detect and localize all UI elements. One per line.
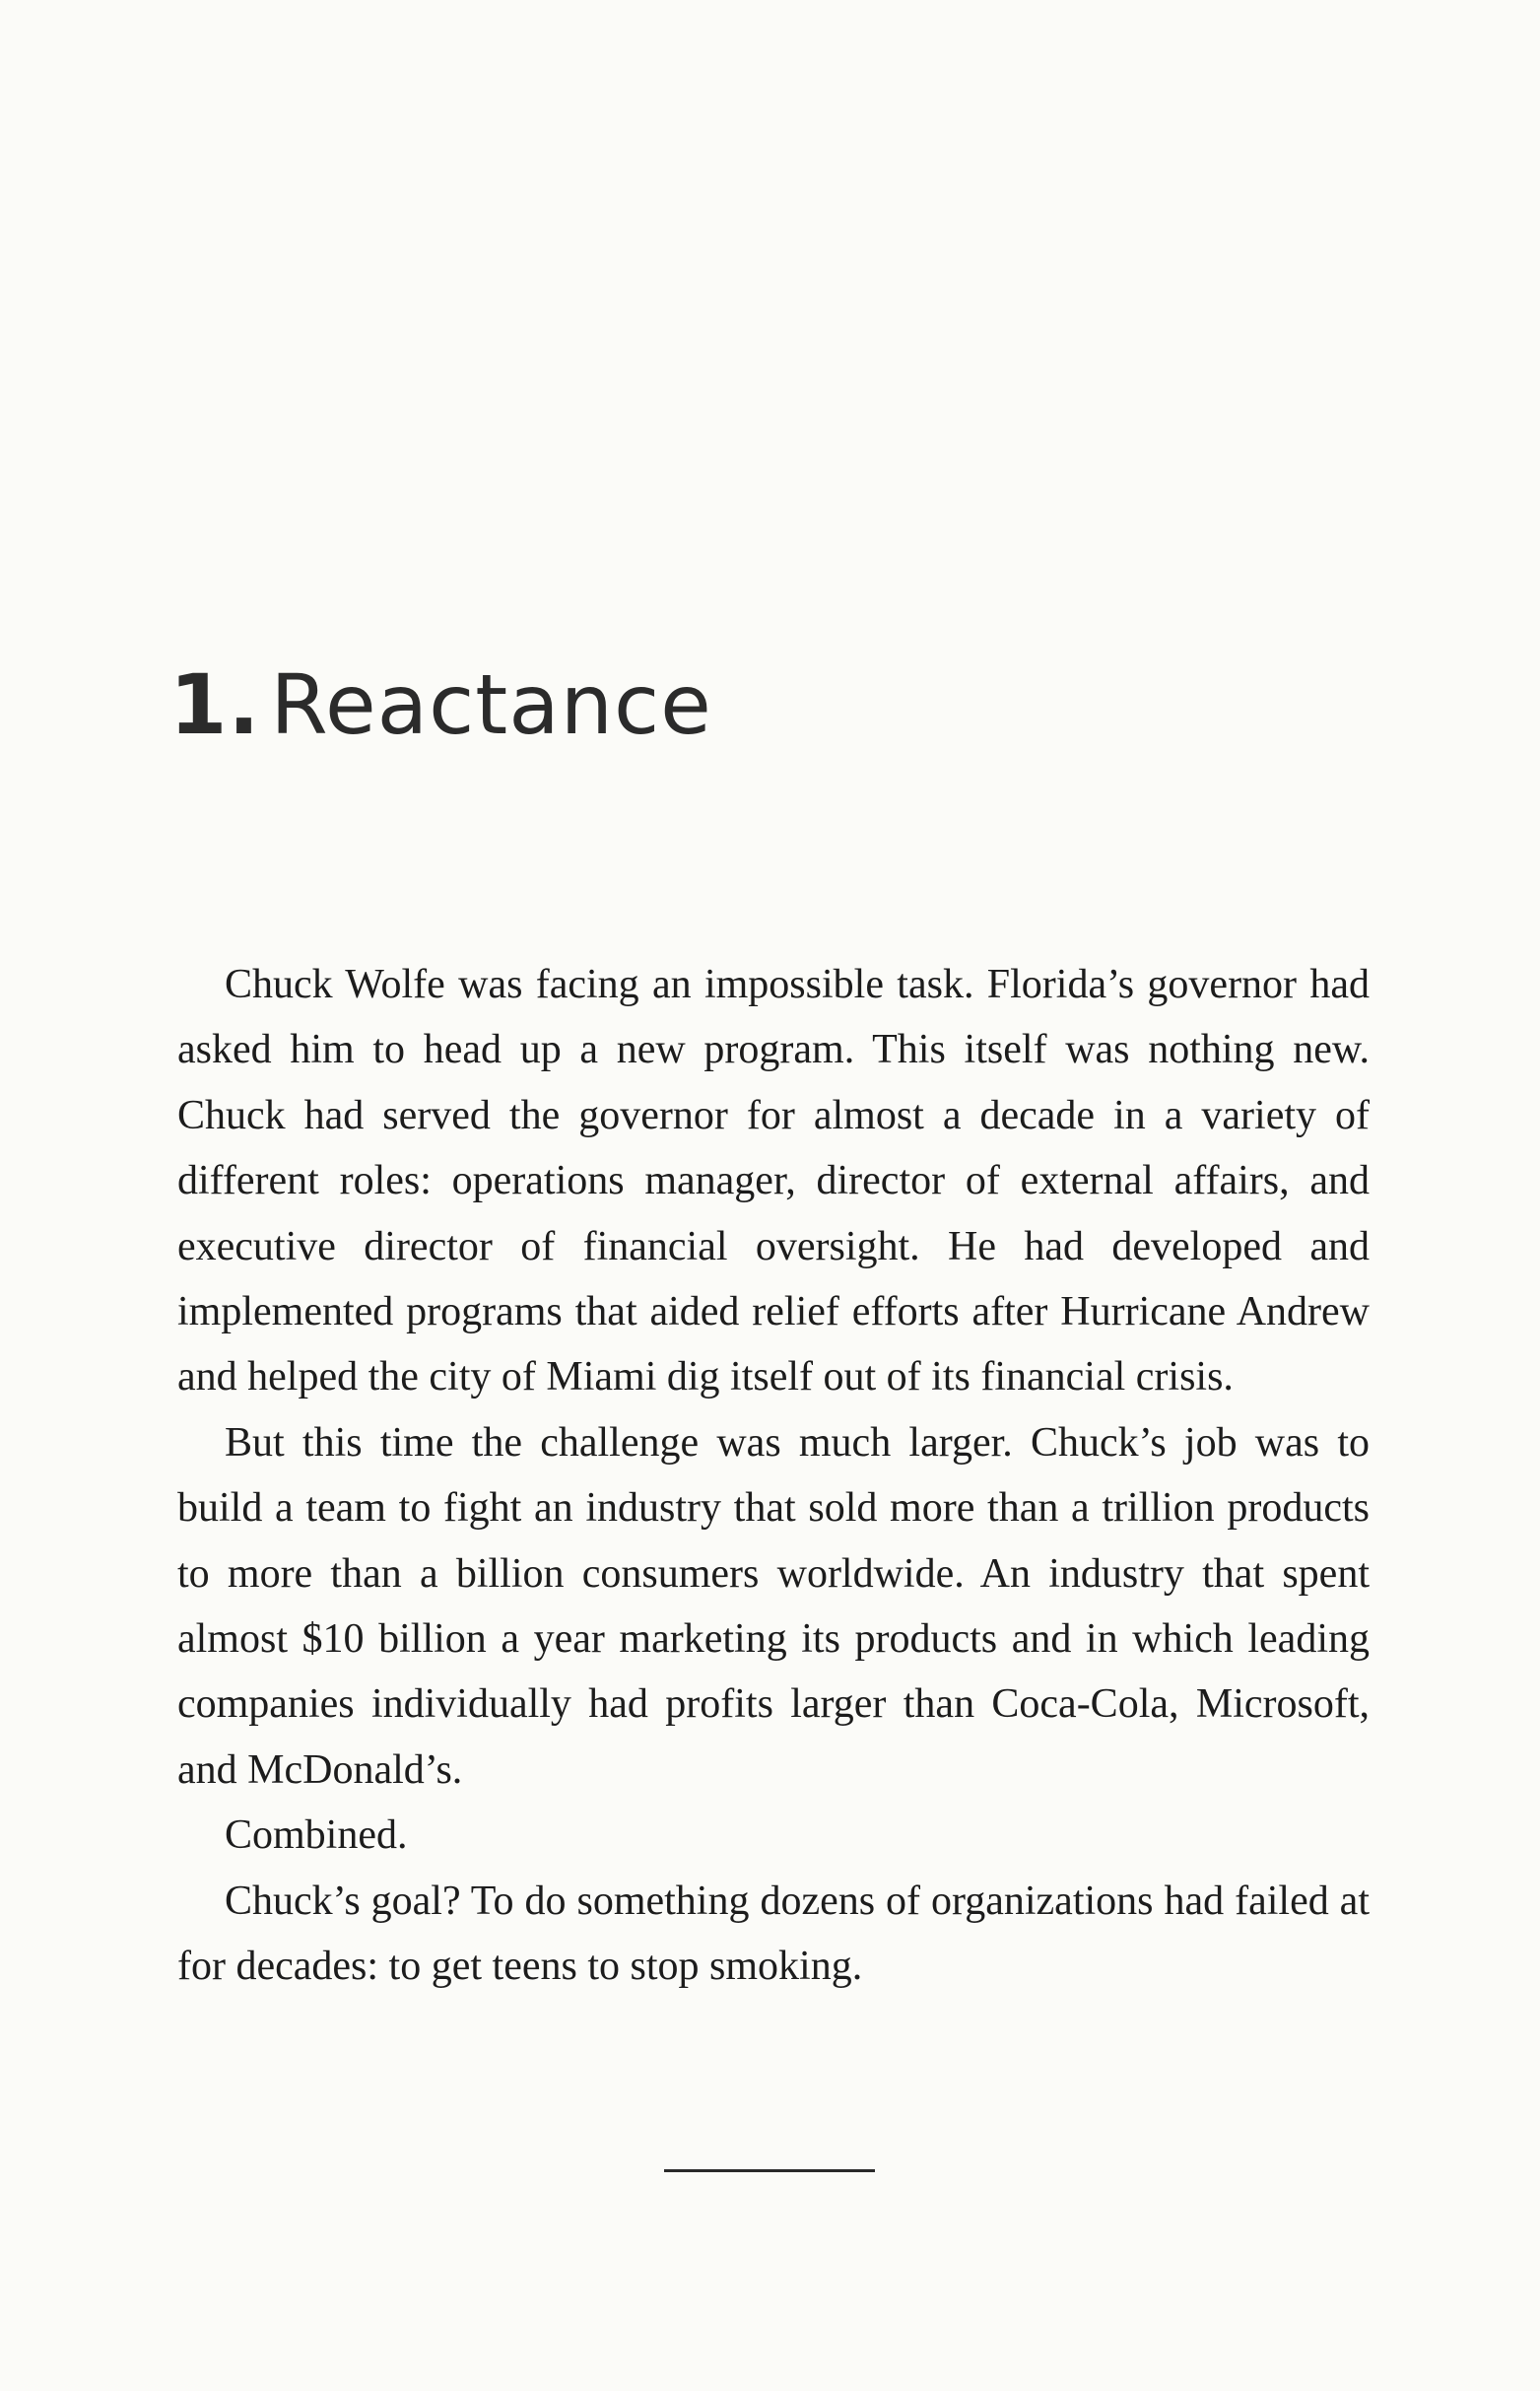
- chapter-number: 1: [169, 656, 229, 753]
- paragraph-4: Chuck’s goal? To do something dozens of organizations had failed at for decades: to get teens to stop smoking.: [177, 1878, 1370, 1990]
- chapter-number-separator: .: [228, 656, 261, 753]
- paragraph-3: Combined.: [225, 1812, 408, 1859]
- chapter-heading: [169, 650, 712, 759]
- paragraph-2: But this time the challenge was much larger. Chuck’s job was to build a team to fight an industry that sold more than a trillion products to more than a billion consumers worldwide. An industry that spent almost $10 billion a year marketing its products and in which leading companies individually had profits larger than Coca-Cola, Microsoft, and McDonald’s.: [177, 1419, 1370, 1793]
- chapter-title: Reactance: [270, 656, 712, 753]
- paragraph-1: Chuck Wolfe was facing an impossible task. Florida’s governor had asked him to head up a new program. This itself was nothing new. Chuck had served the governor for almost a decade in a variety of different roles: operations manager, director of external affairs, and executive director of financial oversight. He had developed and implemented programs that aided relief efforts after Hurricane Andrew and helped the city of Miami dig itself out of its financial crisis.: [177, 962, 1370, 1400]
- chapter-body: [177, 952, 1370, 2000]
- section-divider: [664, 2169, 875, 2172]
